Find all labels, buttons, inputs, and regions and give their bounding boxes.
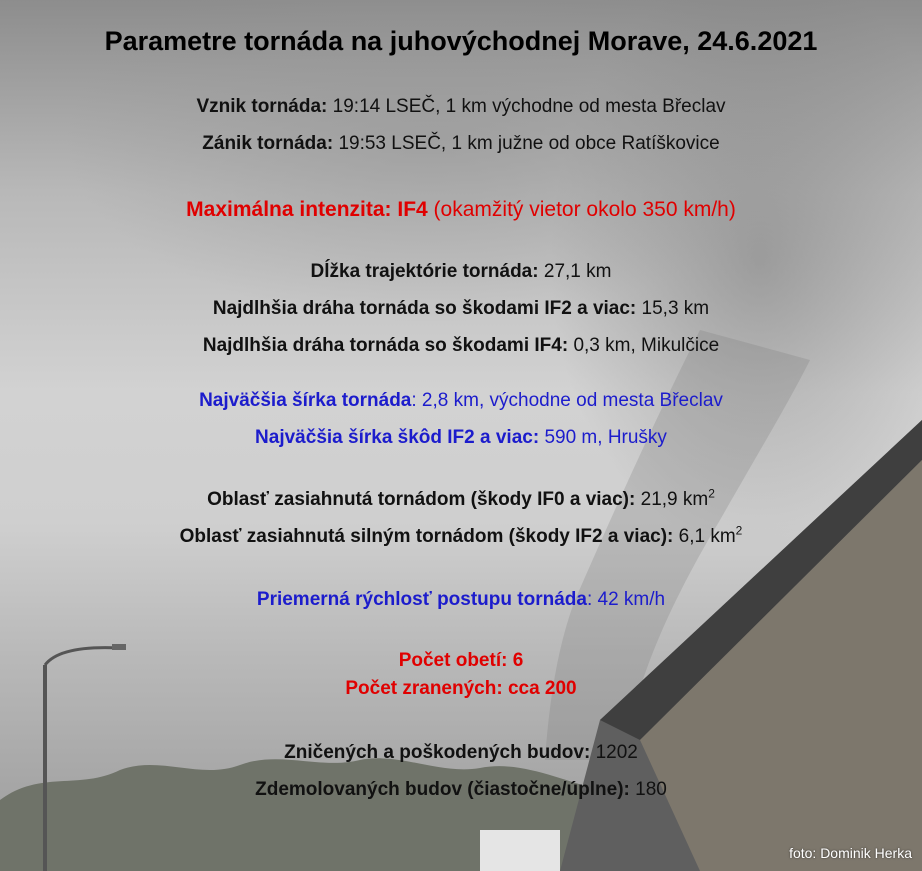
max-intensity-line (0, 198, 922, 222)
damaged-buildings-line (0, 742, 922, 764)
demolished-buildings-value: 180 (629, 779, 667, 800)
demolished-buildings-line (0, 779, 922, 801)
track-length-label: Dĺžka trajektórie tornáda: (310, 261, 539, 282)
demolished-buildings-label: Zdemolovaných budov (čiastočne/úplne): (255, 779, 630, 800)
formation-value: 19:14 LSEČ, 1 km východne od mesta Břeclav (327, 96, 726, 117)
damaged-buildings-label: Zničených a poškodených budov: (284, 742, 591, 763)
longest-if2-label: Najdlhšia dráha tornáda so škodami IF2 a viac: (212, 298, 637, 319)
area-if2-line (0, 523, 922, 548)
avg-speed-value: : 42 km/h (586, 589, 666, 610)
area-if0-value: 21,9 km (635, 489, 709, 510)
max-width-if2-label: Najväčšia šírka škôd IF2 a viac: (255, 427, 540, 448)
victims-line: Počet obetí: 6 (398, 650, 524, 671)
max-width-line (0, 390, 922, 412)
longest-if4-line (0, 335, 922, 357)
formation-label: Vznik tornáda: (196, 96, 328, 117)
area-if2-value: 6,1 km (673, 526, 736, 547)
max-intensity-label: Maximálna intenzita: IF4 (186, 198, 428, 221)
damaged-buildings-value: 1202 (590, 742, 638, 763)
track-length-line (0, 261, 922, 283)
dissipation-line (0, 133, 922, 155)
area-if0-label: Oblasť zasiahnutá tornádom (škody IF0 a viac): (207, 489, 636, 510)
area-if0-line (0, 486, 922, 511)
photo-credit: foto: Dominik Herka (789, 845, 912, 861)
area-if2-sup: 2 (735, 523, 743, 538)
page-title: Parametre tornáda na juhovýchodnej Morave, 24.6.2021 (104, 26, 818, 56)
max-width-label: Najväčšia šírka tornáda (199, 390, 412, 411)
longest-if2-line (0, 298, 922, 320)
max-width-if2-value: 590 m, Hrušky (539, 427, 667, 448)
area-if2-label: Oblasť zasiahnutá silným tornádom (škody IF2 a viac): (179, 526, 674, 547)
formation-line (0, 96, 922, 118)
longest-if4-value: 0,3 km, Mikulčice (568, 335, 720, 356)
dissipation-value: 19:53 LSEČ, 1 km južne od obce Ratíškovice (333, 133, 720, 154)
dissipation-label: Zánik tornáda: (202, 133, 334, 154)
max-intensity-value: (okamžitý vietor okolo 350 km/h) (427, 198, 736, 221)
max-width-if2-line (0, 427, 922, 449)
longest-if4-label: Najdlhšia dráha tornáda so škodami IF4: (202, 335, 569, 356)
longest-if2-value: 15,3 km (636, 298, 710, 319)
max-width-value: : 2,8 km, východne od mesta Břeclav (411, 390, 723, 411)
track-length-value: 27,1 km (538, 261, 612, 282)
avg-speed-line (0, 589, 922, 611)
injured-line: Počet zranených: cca 200 (345, 678, 577, 699)
area-if0-sup: 2 (708, 486, 715, 501)
avg-speed-label: Priemerná rýchlosť postupu tornáda (256, 589, 587, 610)
